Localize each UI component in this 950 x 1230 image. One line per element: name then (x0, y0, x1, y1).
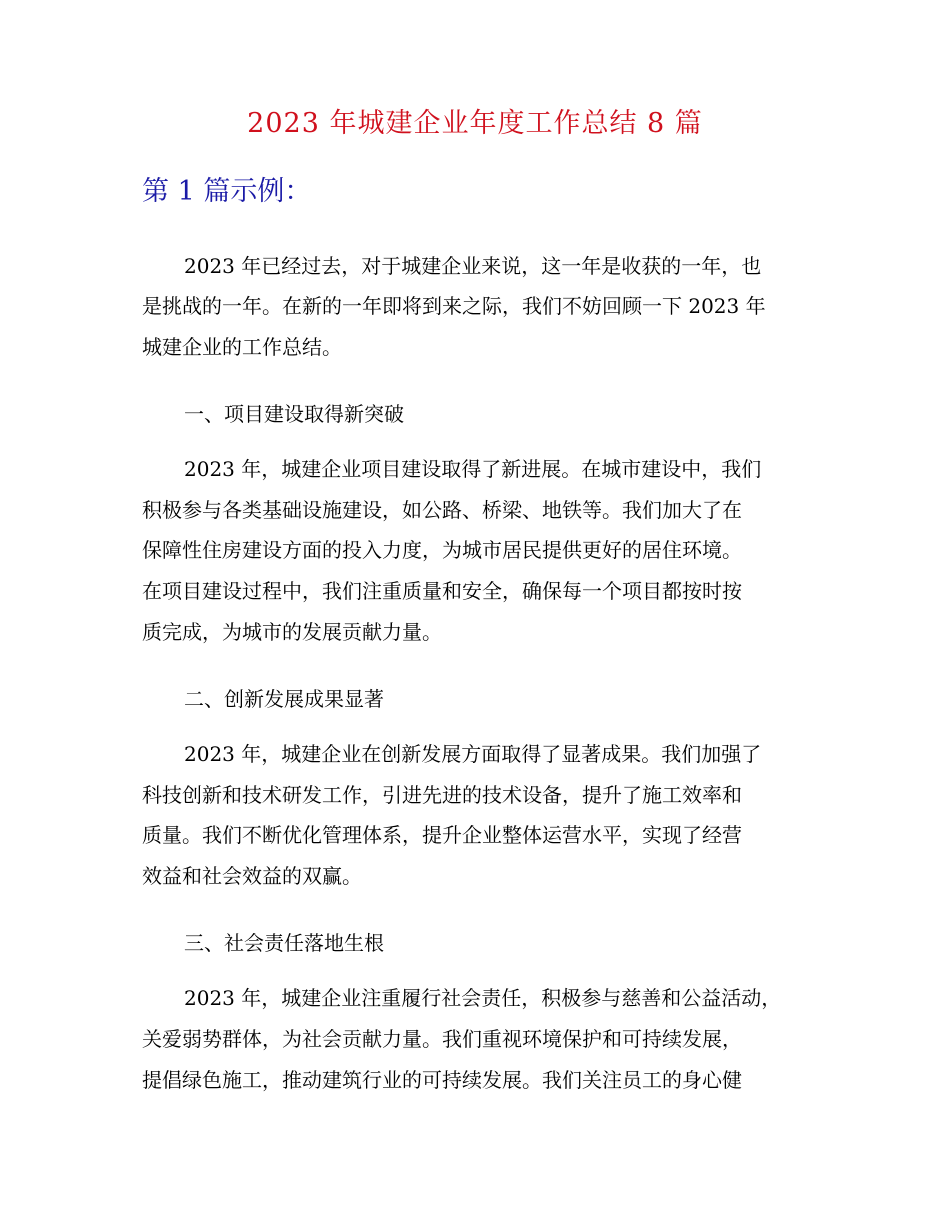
paragraph-line: 关爱弱势群体，为社会贡献力量。我们重视环境保护和可持续发展， (142, 1027, 742, 1051)
paragraph-line: 保障性住房建设方面的投入力度，为城市居民提供更好的居住环境。 (142, 538, 742, 562)
paragraph-line: 2023 年，城建企业注重履行社会责任，积极参与慈善和公益活动， (184, 986, 782, 1010)
paragraph-line: 城建企业的工作总结。 (142, 335, 342, 359)
paragraph-line: 质量。我们不断优化管理体系，提升企业整体运营水平，实现了经营 (142, 823, 742, 847)
paragraph-line: 积极参与各类基础设施建设，如公路、桥梁、地铁等。我们加大了在 (142, 498, 742, 522)
subsection-heading: 二、创新发展成果显著 (184, 687, 384, 711)
section-heading: 第 1 篇示例： (142, 176, 312, 207)
paragraph-line: 在项目建设过程中，我们注重质量和安全，确保每一个项目都按时按 (142, 579, 742, 603)
subsection-heading: 三、社会责任落地生根 (184, 931, 384, 955)
paragraph-line: 质完成，为城市的发展贡献力量。 (142, 620, 442, 644)
paragraph-line: 是挑战的一年。在新的一年即将到来之际，我们不妨回顾一下 2023 年 (142, 294, 766, 318)
paragraph-line: 效益和社会效益的双赢。 (142, 864, 362, 888)
paragraph-line: 2023 年已经过去，对于城建企业来说，这一年是收获的一年，也 (184, 254, 762, 278)
paragraph-line: 2023 年，城建企业项目建设取得了新进展。在城市建设中，我们 (184, 457, 762, 481)
document-title: 2023 年城建企业年度工作总结 8 篇 (247, 108, 703, 139)
paragraph-line: 科技创新和技术研发工作，引进先进的技术设备，提升了施工效率和 (142, 783, 742, 807)
paragraph-line: 2023 年，城建企业在创新发展方面取得了显著成果。我们加强了 (184, 742, 762, 766)
subsection-heading: 一、项目建设取得新突破 (184, 402, 404, 426)
paragraph-line: 提倡绿色施工，推动建筑行业的可持续发展。我们关注员工的身心健 (142, 1068, 742, 1092)
